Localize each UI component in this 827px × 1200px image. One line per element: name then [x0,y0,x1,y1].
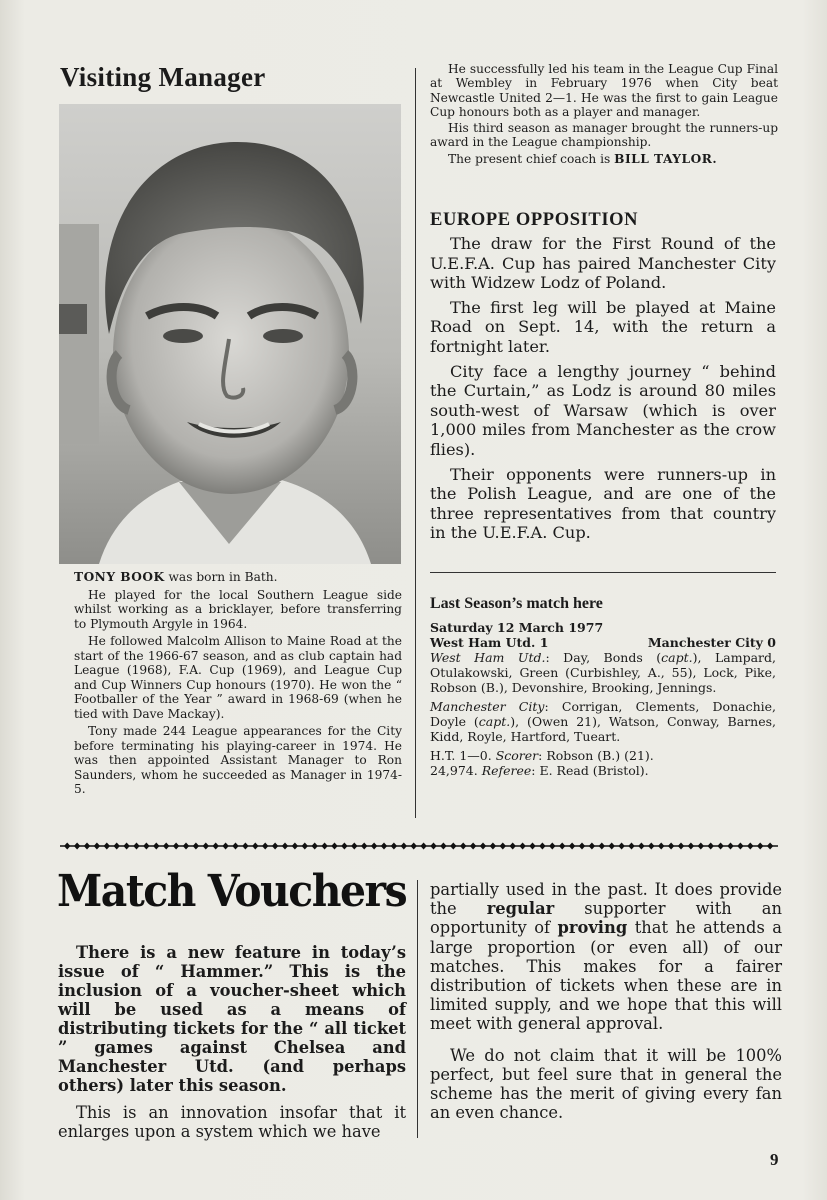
divider-diamond [203,843,209,850]
divider-diamond [123,843,129,850]
divider-diamond [698,843,704,850]
divider-diamond [450,843,456,850]
section-rule [430,572,776,573]
article-paragraph: City face a lengthy journey “ behind the Curtain,” as Lodz is around 80 miles south-west of Warsaw (which is over 1,000 miles from Manchester as the crow flies). [430,361,776,459]
match-attendance: 24,974. Referee: E. Read (Bristol). [430,763,649,778]
divider-diamond [539,843,545,850]
manager-biography-continued [430,62,778,168]
divider-diamond [609,843,615,850]
match-date: Saturday 12 March 1977 [430,620,604,635]
home-lineup: West Ham Utd.: Day, Bonds (capt.), Lampard, Otulakowski, Green (Curbishley, A., 55), Lock, Pike, Robson (B.), Devonshire, Brooking, Jennings. [430,650,776,695]
bio-paragraph: TONY BOOK was born in Bath. [74,570,278,584]
article-paragraph: Their opponents were runners-up in the Polish League, and are one of the three representatives from that country in the U.E.F.A. Cup. [430,464,776,543]
divider-diamond [490,843,496,850]
divider-diamond [173,843,179,850]
divider-diamond [371,843,377,850]
divider-diamond [143,843,149,850]
divider-diamond [411,843,417,850]
divider-diamond [727,843,733,850]
article-paragraph: The draw for the First Round of the U.E.F.A. Cup has paired Manchester City with Widzew Lodz of Poland. [430,234,776,293]
divider-diamond [321,843,327,850]
divider-diamond [767,843,773,850]
bio-paragraph: He successfully led his team in the League Cup Final at Wembley in February 1976 when City beat Newcastle United 2—1. He was the first to gain League Cup honours both as a player and manager. [430,62,778,119]
divider-diamond [351,843,357,850]
bio-paragraph: Tony made 244 League appearances for the City before terminating his playing-career in 1974. He was then appointed Assistant Manager to Ron Saunders, whom he succeeded as Manager in 1974-5. [74,724,402,796]
article-paragraph: This is an innovation insofar that it enlarges upon a system which we have [58,1103,406,1141]
bio-paragraph: The present chief coach is BILL TAYLOR. [448,151,718,166]
divider-diamond [628,843,634,850]
article-paragraph: We do not claim that it will be 100% perfect, but feel sure that in general the scheme has the merit of giving every fan an even chance. [430,1045,782,1123]
europe-article [430,234,776,548]
divider-diamond [64,843,70,850]
divider-diamond [510,843,516,850]
divider-diamond [678,843,684,850]
divider-diamond [440,843,446,850]
manager-photo [59,104,401,564]
divider-diamond [183,843,189,850]
divider-diamond [104,843,110,850]
divider-diamond [282,843,288,850]
divider-diamond [232,843,238,850]
divider-diamond [302,843,308,850]
divider-diamond [599,843,605,850]
divider-diamond [193,843,199,850]
manager-name: TONY BOOK [74,570,165,584]
vouchers-article-left [58,943,406,1141]
divider-diamond [668,843,674,850]
divider-diamond [381,843,387,850]
divider-diamond [272,843,278,850]
away-lineup: Manchester City: Corrigan, Clements, Donachie, Doyle (capt.), (Owen 21), Watson, Conway, Barnes, Kidd, Royle, Hartford, Tueart. [430,699,776,744]
divider-diamond [559,843,565,850]
divider-diamond [579,843,585,850]
vouchers-article-right [430,880,782,1134]
divider-diamond [94,843,100,850]
divider-diamond [638,843,644,850]
divider-diamond [84,843,90,850]
divider-diamond [529,843,535,850]
match-score [430,635,776,650]
bio-paragraph: He followed Malcolm Allison to Maine Road at the start of the 1966-67 season, and as club captain had League (1968), F.A. Cup (1969), and League Cup and Cup Winners Cup honours (1970). He won the “ Footballer of the Year ” award in 1968-69 (when he tied with Dave Mackay). [74,634,402,721]
portrait-illustration [59,104,401,564]
divider-diamond [470,843,476,850]
home-score: West Ham Utd. 1 [430,635,549,650]
divider-diamond [222,843,228,850]
divider-diamond [757,843,763,850]
last-season-report [430,620,776,778]
divider-diamond [312,843,318,850]
divider-diamond [341,843,347,850]
bio-paragraph: He played for the local Southern League side whilst working as a bricklayer, before transferring to Plymouth Argyle in 1964. [74,587,402,631]
divider-diamond [618,843,624,850]
page-number: 9 [770,1150,779,1169]
divider-diamond [460,843,466,850]
column-divider-bottom [417,880,418,1138]
divider-diamond [737,843,743,850]
divider-diamond [589,843,595,850]
vouchers-intro: There is a new feature in today’s issue of “ Hammer.” This is the inclusion of a voucher-sheet which will be used as a means of distributing tickets for the “ all ticket ” games against Chelsea and Manchester Utd. (and perhaps others) later this season. [58,943,406,1095]
away-score: Manchester City 0 [647,635,776,650]
divider-diamond [648,843,654,850]
article-paragraph: partially used in the past. It does provide the regular supporter with an opportunity of proving that he attends a large proportion (or even all) of our matches. This makes for a fairer distribution of tickets when these are in limited supply, and we hope that this will meet with general approval. [430,880,783,1034]
article-paragraph: The first leg will be played at Maine Road on Sept. 14, with the return a fortnight later. [430,297,776,356]
divider-diamond [361,843,367,850]
divider-diamond [153,843,159,850]
column-divider-top [415,68,416,818]
divider-diamond [549,843,555,850]
divider-diamond [163,843,169,850]
europe-heading: EUROPE OPPOSITION [430,210,639,230]
visiting-manager-heading: Visiting Manager [60,62,266,92]
vouchers-heading: Match Vouchers [57,866,407,917]
last-season-heading: Last Season’s match here [430,595,603,612]
divider-diamond [292,843,298,850]
manager-biography [74,570,402,800]
divider-diamond [114,843,120,850]
divider-diamond [717,843,723,850]
bio-paragraph: His third season as manager brought the runners-up award in the League championship. [430,121,778,150]
divider-diamond [747,843,753,850]
divider-diamond [262,843,268,850]
divider-diamond [658,843,664,850]
divider-diamond [401,843,407,850]
divider-diamond [430,843,436,850]
divider-diamond [213,843,219,850]
divider-diamond [708,843,714,850]
divider-diamond [74,843,80,850]
coach-name: BILL TAYLOR. [614,151,718,166]
divider-diamond [133,843,139,850]
divider-diamond [242,843,248,850]
divider-diamond [331,843,337,850]
divider-diamond [519,843,525,850]
match-details: H.T. 1—0. Scorer: Robson (B.) (21). [430,748,654,763]
divider-diamond [500,843,506,850]
divider-diamond [252,843,258,850]
divider-ornament [60,836,778,856]
divider-diamond [688,843,694,850]
divider-diamond [480,843,486,850]
divider-diamond [391,843,397,850]
divider-diamond [420,843,426,850]
diamond-divider [60,836,778,856]
divider-diamond [569,843,575,850]
